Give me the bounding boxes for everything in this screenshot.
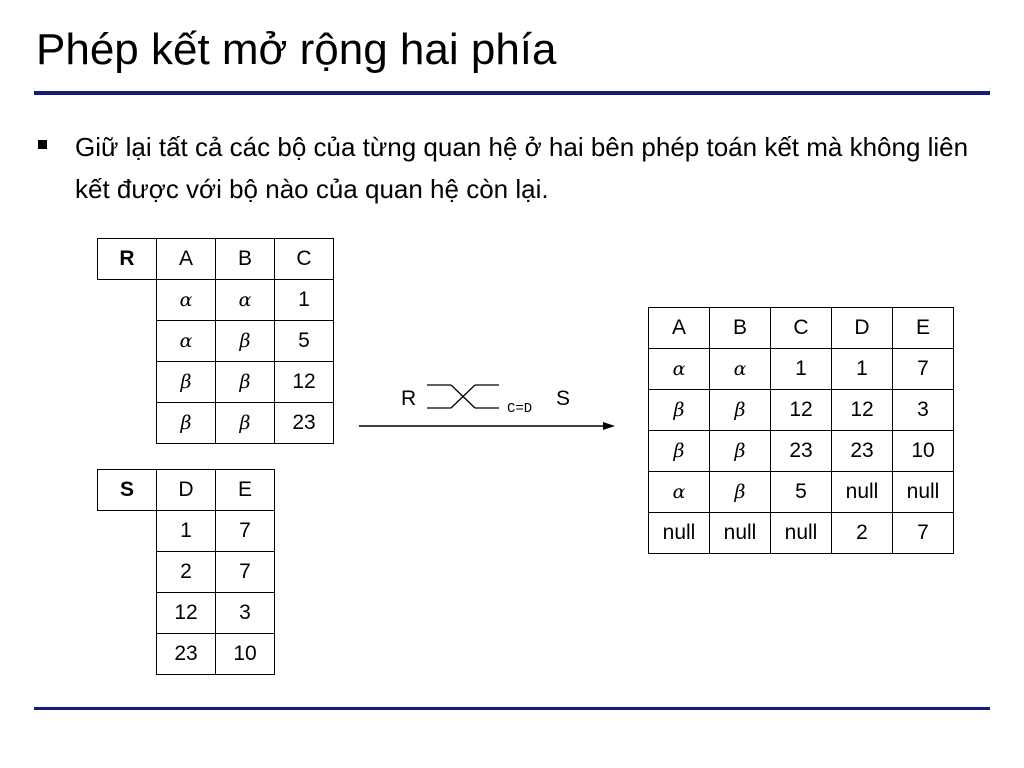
table-row bbox=[98, 362, 334, 403]
table-row bbox=[98, 593, 275, 634]
table-cell: 1 bbox=[157, 511, 216, 552]
table-cell: α bbox=[157, 280, 216, 321]
table-row bbox=[649, 513, 954, 554]
table-row bbox=[649, 349, 954, 390]
table-cell: 10 bbox=[893, 431, 954, 472]
table-cell: 1 bbox=[275, 280, 334, 321]
table-cell: α bbox=[157, 321, 216, 362]
table-cell: 7 bbox=[893, 513, 954, 554]
table-cell: 23 bbox=[771, 431, 832, 472]
bullet-square-icon bbox=[38, 140, 47, 149]
table-cell: 3 bbox=[893, 390, 954, 431]
table-cell: β bbox=[216, 362, 275, 403]
table-cell: null bbox=[893, 472, 954, 513]
result-header: A bbox=[649, 308, 710, 349]
table-row bbox=[98, 403, 334, 444]
table-cell: β bbox=[216, 321, 275, 362]
table-cell: null bbox=[771, 513, 832, 554]
table-row bbox=[98, 280, 334, 321]
table-cell: 3 bbox=[216, 593, 275, 634]
table-row bbox=[98, 552, 275, 593]
result-header: B bbox=[710, 308, 771, 349]
result-table bbox=[648, 307, 954, 554]
table-row bbox=[98, 511, 275, 552]
full-outer-join-expression bbox=[355, 378, 625, 438]
relation-r-header: C bbox=[275, 239, 334, 280]
table-cell: 23 bbox=[832, 431, 893, 472]
result-header: D bbox=[832, 308, 893, 349]
table-cell: 5 bbox=[771, 472, 832, 513]
relation-r-table bbox=[97, 238, 334, 444]
table-cell: 12 bbox=[275, 362, 334, 403]
title-divider bbox=[34, 91, 990, 95]
relation-r-name: R bbox=[98, 239, 157, 280]
table-row bbox=[649, 390, 954, 431]
table-cell: null bbox=[710, 513, 771, 554]
relation-s-name: S bbox=[98, 470, 157, 511]
join-left-operand: R bbox=[401, 387, 417, 410]
table-cell: 7 bbox=[216, 552, 275, 593]
table-cell: 2 bbox=[157, 552, 216, 593]
table-cell: 12 bbox=[771, 390, 832, 431]
relation-s-header: E bbox=[216, 470, 275, 511]
table-cell: 2 bbox=[832, 513, 893, 554]
result-header: E bbox=[893, 308, 954, 349]
result-header: C bbox=[771, 308, 832, 349]
table-cell: α bbox=[649, 472, 710, 513]
table-cell: α bbox=[710, 349, 771, 390]
table-cell: β bbox=[649, 431, 710, 472]
table-cell: α bbox=[216, 280, 275, 321]
table-row bbox=[649, 431, 954, 472]
join-condition: C=D bbox=[507, 401, 533, 417]
table-cell: 1 bbox=[832, 349, 893, 390]
table-cell: β bbox=[157, 403, 216, 444]
table-cell: null bbox=[649, 513, 710, 554]
table-cell: β bbox=[649, 390, 710, 431]
table-cell: 7 bbox=[216, 511, 275, 552]
table-cell: 5 bbox=[275, 321, 334, 362]
table-row bbox=[649, 472, 954, 513]
relation-r-header: B bbox=[216, 239, 275, 280]
table-row bbox=[98, 321, 334, 362]
table-row bbox=[98, 634, 275, 675]
table-cell: 7 bbox=[893, 349, 954, 390]
table-cell: β bbox=[157, 362, 216, 403]
table-cell: null bbox=[832, 472, 893, 513]
table-cell: 12 bbox=[157, 593, 216, 634]
table-cell: β bbox=[710, 390, 771, 431]
bullet-text: Giữ lại tất cả các bộ của từng quan hệ ở hai bên phép toán kết mà không liên kết được với bộ nào của quan hệ còn lại. bbox=[75, 132, 969, 204]
table-cell: β bbox=[216, 403, 275, 444]
table-cell: 10 bbox=[216, 634, 275, 675]
full-outer-join-icon bbox=[427, 385, 499, 408]
relation-s-table bbox=[97, 469, 275, 675]
table-cell: α bbox=[649, 349, 710, 390]
slide-title: Phép kết mở rộng hai phía bbox=[36, 25, 557, 74]
footer-divider bbox=[34, 707, 990, 710]
join-right-operand: S bbox=[556, 387, 571, 410]
table-cell: 12 bbox=[832, 390, 893, 431]
table-cell: 23 bbox=[157, 634, 216, 675]
table-cell: 1 bbox=[771, 349, 832, 390]
result-arrow-icon bbox=[359, 422, 615, 430]
relation-r-header: A bbox=[157, 239, 216, 280]
table-cell: β bbox=[710, 472, 771, 513]
table-cell: β bbox=[710, 431, 771, 472]
relation-s-header: D bbox=[157, 470, 216, 511]
table-cell: 23 bbox=[275, 403, 334, 444]
